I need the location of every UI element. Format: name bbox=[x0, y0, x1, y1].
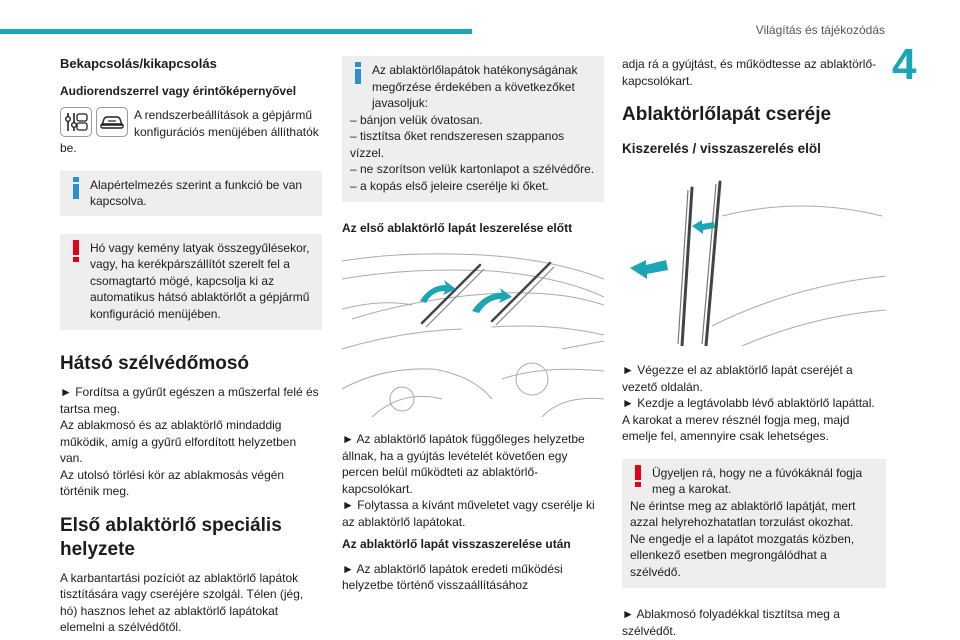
replace-step-1: ► Végezze el az ablaktörlő lapát cseréjét a vezető oldalán. bbox=[622, 363, 853, 394]
icon-paragraph bbox=[60, 107, 322, 157]
arrow-icon bbox=[630, 260, 668, 279]
replace-step-2: ► Kezdje a legtávolabb lévő ablaktörlő lapáttal. bbox=[622, 396, 875, 410]
care-item: – tisztítsa őket rendszeresen szappanos vízzel. bbox=[350, 129, 565, 160]
rear-text-1: Az ablakmosó és az ablaktörlő mindaddig működik, amíg a gyűrű elfordított helyzetben van. bbox=[60, 418, 297, 465]
warning-icon bbox=[632, 465, 644, 487]
wipers-vertical-illustration bbox=[342, 249, 604, 417]
after-refit-title: Az ablaktörlő lapát visszaszerelése után bbox=[342, 537, 571, 551]
info-note: Alapértelmezés szerint a funkció be van kapcsolva. bbox=[60, 171, 322, 216]
column-1 bbox=[60, 56, 322, 636]
care-item: – bánjon velük óvatosan. bbox=[350, 112, 483, 127]
continued-text: adja rá a gyújtást, és működtesse az ablaktörlő-kapcsolókart. bbox=[622, 57, 877, 88]
warning-note-arms: Ügyeljen rá, hogy ne a fúvókáknál fogja meg a karokat. Ne érintse meg az ablaktörlő lapátját, mert azzal helyrehozhatatlan torzulást okozhat. Ne engedje el a lapátot mozgatás közben, ellenkező esetben megrongálódhat a szélvédő. bbox=[622, 459, 886, 589]
car-settings-icon bbox=[60, 107, 92, 137]
heading-onoff: Bekapcsolás/kikapcsolás bbox=[60, 56, 217, 71]
special-position-text: A karbantartási pozíciót az ablaktörlő lapátok tisztítására vagy cseréjére szolgál. Télen (jég, hó) hasznos lehet az ablaktörlő lapátokat elemelni a szélvédőtől. bbox=[60, 570, 304, 634]
car-outline-icon bbox=[96, 107, 128, 137]
header-accent-bar bbox=[0, 29, 472, 34]
replace-step-clean: ► Ablakmosó folyadékkal tisztítsa meg a szélvédőt. bbox=[622, 607, 840, 638]
info-icon bbox=[352, 62, 364, 84]
removal-step-1: ► Az ablaktörlő lapátok függőleges helyzetbe állnak, ha a gyújtás levételét követően egy percen belül működteti az ablaktörlő-kapcsolókart. bbox=[342, 432, 585, 496]
after-refit-step: ► Az ablaktörlő lapátok eredeti működési helyzetbe történő visszaállításához bbox=[342, 561, 563, 592]
special-position-title: Első ablaktörlő speciális helyzete bbox=[60, 514, 282, 560]
blade-replacement-title: Ablaktörlőlapát cseréje bbox=[622, 104, 832, 125]
replace-text: A karokat a merev résznél fogja meg, majd emelje fel, amennyire csak lehetséges. bbox=[622, 412, 850, 443]
warning-note: Hó vagy kemény latyak összegyűlésekor, vagy, ha kerékpárszállítót szerelt fel a csomagtartó mögé, kapcsolja ki az automatikus hátsó ablaktörlőt a gépjármű konfiguráció menüjében. bbox=[60, 234, 322, 331]
column-3 bbox=[622, 56, 886, 639]
removal-title: Az első ablaktörlő lapát leszerelése előtt bbox=[342, 221, 573, 235]
column-2 bbox=[342, 56, 604, 594]
heading-audio-touchscreen: Audiorendszerrel vagy érintőképernyővel bbox=[60, 83, 297, 98]
section-title: Világítás és tájékozódás bbox=[755, 23, 885, 37]
info-icon bbox=[70, 177, 82, 199]
rear-text-2: Az utolsó törlési kör az ablakmosás végén történik meg. bbox=[60, 467, 285, 498]
chapter-number: 4 bbox=[892, 40, 917, 89]
arrow-icon bbox=[472, 288, 512, 313]
icon-text: A rendszerbeállítások a gépjármű konfigurációs menüjében állíthatók be. bbox=[60, 108, 319, 155]
front-wiper-replacement-illustration bbox=[622, 176, 886, 346]
front-remove-refit-title: Kiszerelés / visszaszerelés elöl bbox=[622, 141, 821, 156]
rear-washer-title: Hátsó szélvédőmosó bbox=[60, 353, 249, 374]
care-item: – ne szorítson velük kartonlapot a szélvédőre. bbox=[350, 162, 595, 176]
care-item: – a kopás első jeleire cserélje ki őket. bbox=[350, 178, 549, 193]
icon-group bbox=[60, 107, 128, 137]
rear-step: ► Fordítsa a gyűrűt egészen a műszerfal felé és tartsa meg. bbox=[60, 385, 319, 416]
info-note-care: Az ablaktörlőlapátok hatékonyságának megőrzése érdekében a következőket javasoljuk: – bánjon velük óvatosan. – tisztítsa őket rendszeresen szappanos vízzel. – ne szorítson velük kartonlapot a szélvédőre. – a kopás első jeleire cserélje ki őket. bbox=[342, 56, 604, 202]
removal-step-2: ► Folytassa a kívánt műveletet vagy cserélje ki az ablaktörlő lapátokat. bbox=[342, 498, 595, 529]
warning-icon bbox=[70, 240, 82, 262]
